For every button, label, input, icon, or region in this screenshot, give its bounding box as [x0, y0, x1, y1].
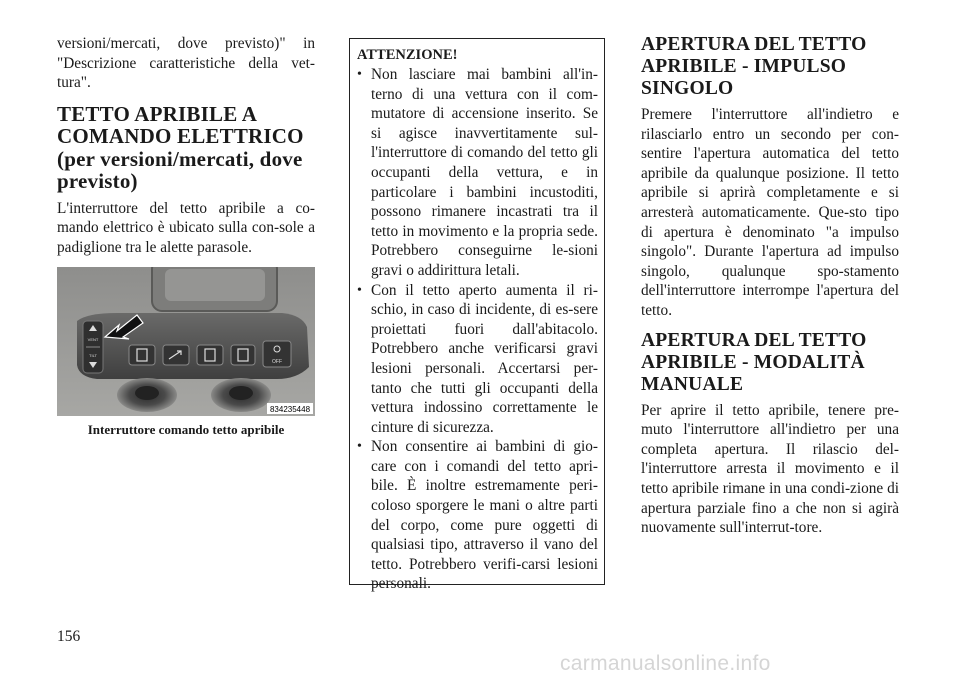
- figure-caption: Interruttore comando tetto apribile: [87, 421, 285, 437]
- image-code: 834235448: [269, 404, 311, 414]
- warning-box: [349, 38, 605, 593]
- sunroof-heading: TETTO APRIBILE A COMANDO ELETTRICO (per versioni/mercati, dove previsto): [57, 101, 304, 194]
- warning-list: [357, 65, 598, 594]
- warning-title: ATTENZIONE!: [357, 47, 458, 63]
- page-number: 156: [57, 628, 81, 645]
- intro-text: versioni/mercati, dove previsto)" in "Descrizione caratteristiche della vet-tura".: [57, 35, 315, 92]
- impulse-open-body: Premere l'interruttore all'indietro e rilasciarlo entro un secondo per con-sentire l'apertura automatica del tetto apribile da qualunque posizione. Il tetto apribile si aprirà completamente e si arresterà automaticamente. Que-sto tipo di apertura è denominato "a impulso singolo". Durante l'apertura ad impulso singolo, qualunque spo-stamento dell'interruttore interrompe l'apertura del tetto.: [641, 106, 899, 319]
- manual-open-body: Per aprire il tetto apribile, tenere pre-muto l'interruttore all'indietro per una completa apertura. Il rilascio del-l'interruttore arresta il movimento e il tetto apribile rimane in una condi-zione di apertura parziale fino a che non si agirà nuovamente sull'interrut-tore.: [641, 401, 899, 537]
- warning-item: • Non consentire ai bambini di gio-care con i comandi del tetto apri-bile. È inoltre estremamente peri-coloso sporgere le mani o altre parti del corpo, come pure oggetti di qualsiasi tipo, attraverso il vano del tetto. Potrebbero verifi-carsi lesioni personali.: [357, 438, 598, 593]
- impulse-open-heading: APERTURA DEL TETTO APRIBILE - IMPULSO SINGOLO: [641, 34, 867, 99]
- manual-open-heading: APERTURA DEL TETTO APRIBILE - MODALITÀ MANUALE: [641, 329, 867, 395]
- bullet-icon: •: [357, 67, 362, 82]
- switch-label-tilt: TILT: [89, 352, 97, 358]
- warning-item: • Con il tetto aperto aumenta il ri-schio, in caso di incidente, di es-sere proiettati fuori dall'abitacolo. Potrebbero anche verificarsi gravi lesioni personali. Accertarsi per-tanto che tutti gli occupanti della vettura indossino correttamente le cinture di sicurezza.: [357, 281, 598, 436]
- watermark: carmanualsonline.info: [560, 652, 771, 675]
- sunroof-switch-photo: [57, 267, 315, 416]
- left-column: [57, 34, 315, 438]
- bullet-icon: •: [357, 439, 362, 455]
- warning-item: • Non lasciare mai bambini all'in-terno di una vettura con il com-mutatore di accensione inserito. Se si agisce inavvertitamente sul-l'interruttore di comando del tetto gli occupanti della vettura, e in particolare i bambini incustoditi, possono rimanere incastrati tra il tetto in movimento e la propria sede. Potrebbero conseguirne le-sioni gravi o addirittura letali.: [357, 66, 598, 279]
- bullet-icon: •: [357, 282, 362, 298]
- right-column: [641, 34, 899, 538]
- switch-label-vent: VENT: [87, 336, 99, 342]
- off-button-label: OFF: [272, 358, 282, 365]
- sunroof-body: L'interruttore del tetto apribile a co-mando elettrico è ubicato sulla con-sole a padiglione tra le alette parasole.: [57, 199, 315, 256]
